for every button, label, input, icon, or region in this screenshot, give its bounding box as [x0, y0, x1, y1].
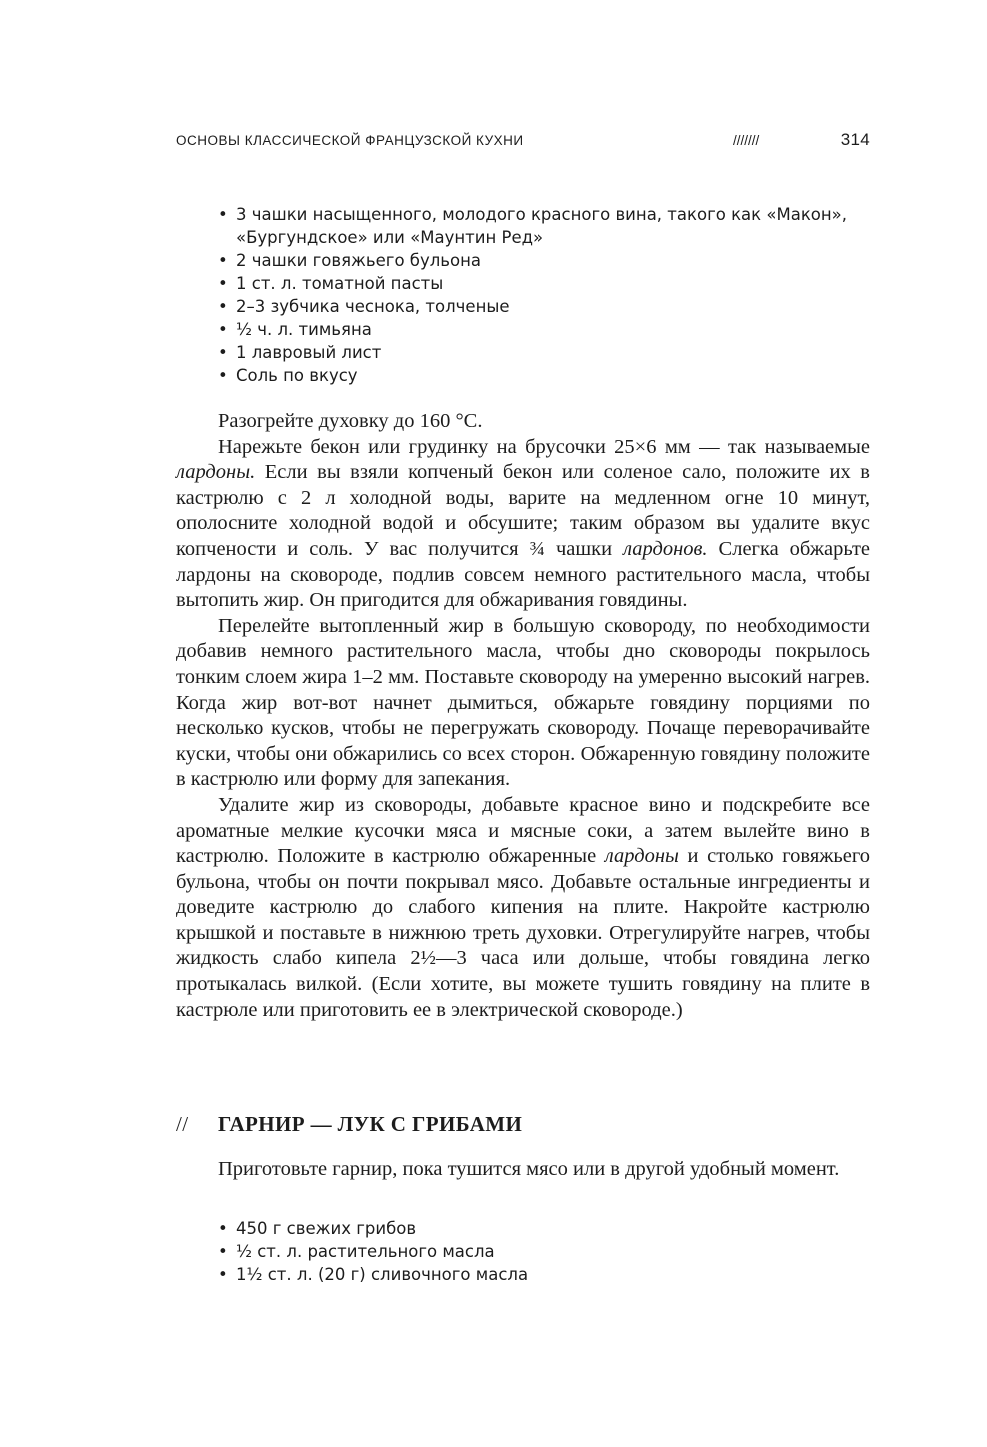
page-number: 314	[840, 130, 870, 149]
list-item: • 2 чашки говяжьего бульона	[218, 249, 870, 272]
paragraph-lardons: Нарежьте бекон или грудинку на брусочки 25×6 мм — так называемые лардоны. Если вы взяли копченый бекон или соленое сало, положите их в кастрюлю с 2 л холодной воды, варите на медленном огне 10 минут, ополосните холодной водой и обсушите; таким образом вы удалите вкус копчености и соль. У вас получится ¾ чашки лардонов. Слегка обжарьте лардоны на сковороде, подлив совсем немного растительного масла, чтобы вытопить жир. Он пригодится для обжаривания говядины.	[176, 435, 870, 612]
section-marker: //	[176, 1112, 189, 1136]
paragraph-browning: Перелейте вытопленный жир в большую сковороду, по необходимости добавив немного растительного масла, чтобы дно сковороды покрылось тонким слоем жира 1–2 мм. Поставьте сковороду на умеренно высокий нагрев. Когда жир вот-вот начнет дымиться, обжарьте говядину порциями по несколько кусков, чтобы не перегружать сковороду. Почаще переворачивайте куски, чтобы они обжарились со всех сторон. Обжаренную говядину положите в кастрюлю или форму для запекания.	[176, 614, 870, 791]
running-header	[176, 130, 870, 154]
list-item: • 3 чашки насыщенного, молодого красного вина, такого как «Макон», «Бургундское» или «Маунтин Ред»	[218, 203, 870, 249]
ingredient-list-wine	[218, 203, 870, 387]
list-item: • 1½ ст. л. (20 г) сливочного масла	[218, 1263, 870, 1286]
ingredient-list-garnish	[218, 1217, 870, 1286]
section-title: ГАРНИР — ЛУК С ГРИБАМИ	[218, 1112, 523, 1136]
term-lardons: лардоны.	[176, 461, 256, 484]
header-slash-ornament: ///////	[733, 133, 760, 148]
list-item: • 450 г свежих грибов	[218, 1217, 870, 1240]
section-heading	[176, 1112, 870, 1137]
list-item: • 2–3 зубчика чеснока, толченые	[218, 295, 870, 318]
garnish-intro-block	[176, 1157, 870, 1183]
running-header-title: ОСНОВЫ КЛАССИЧЕСКОЙ ФРАНЦУЗСКОЙ КУХНИ	[176, 133, 524, 148]
list-item: • 1 ст. л. томатной пасты	[218, 272, 870, 295]
instructions-body	[176, 409, 870, 1023]
list-item: • 1 лавровый лист	[218, 341, 870, 364]
paragraph-garnish-intro: Приготовьте гарнир, пока тушится мясо или в другой удобный момент.	[218, 1158, 840, 1180]
paragraph-preheat: Разогрейте духовку до 160 °С.	[218, 410, 483, 432]
term-lardons: лардоны	[604, 845, 679, 868]
list-item: • ½ ст. л. растительного масла	[218, 1240, 870, 1263]
list-item: • ½ ч. л. тимьяна	[218, 318, 870, 341]
term-lardons: лардонов.	[623, 537, 708, 560]
list-item: • Соль по вкусу	[218, 364, 870, 387]
paragraph-braising: Удалите жир из сковороды, добавьте красное вино и подскребите все ароматные мелкие кусочки мяса и мясные соки, а затем вылейте вино в кастрюлю. Положите в кастрюлю обжаренные лардоны и столько говяжьего бульона, чтобы он почти покрывал мясо. Добавьте остальные ингредиенты и доведите кастрюлю до слабого кипения на плите. Накройте кастрюлю крышкой и поставьте в нижнюю треть духовки. Отрегулируйте нагрев, чтобы жидкость слабо кипела 2½—3 часа или дольше, чтобы говядина легко протыкалась вилкой. (Если хотите, вы можете тушить говядину на плите в кастрюле или приготовить ее в электрической сковороде.)	[176, 793, 871, 1021]
